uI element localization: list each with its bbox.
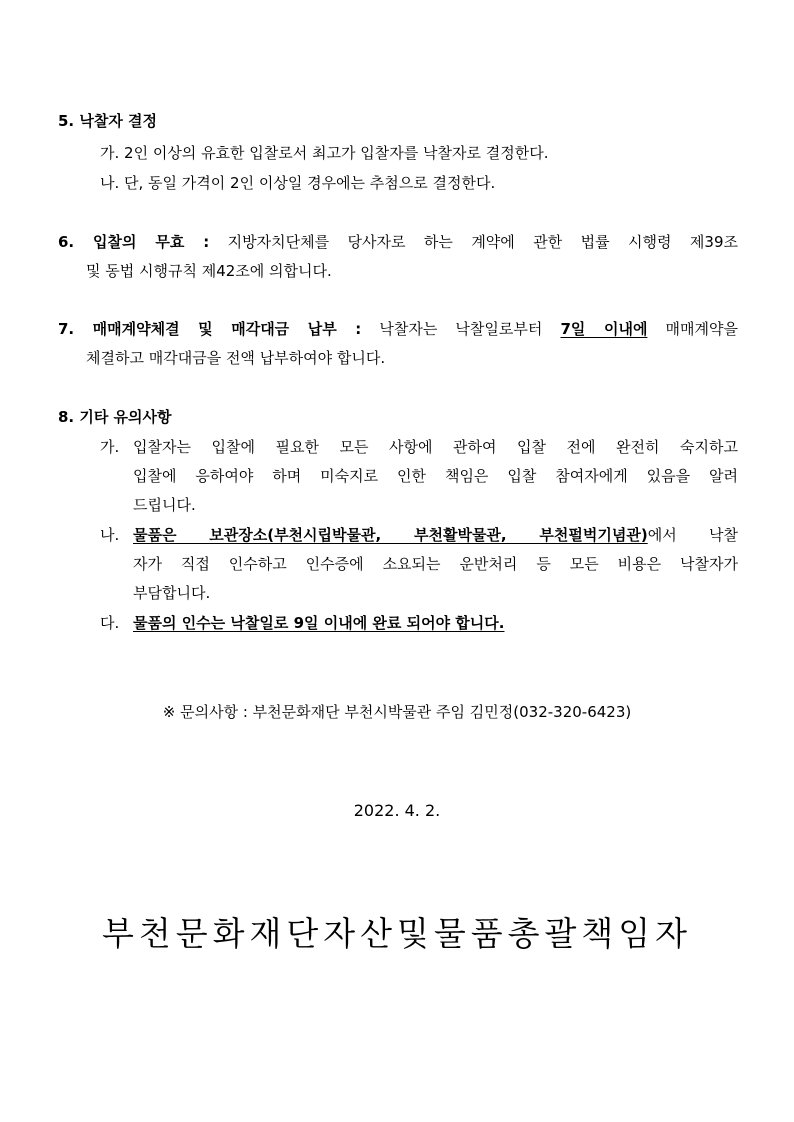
- section5-heading: 5. 낙찰자 결정: [58, 112, 158, 130]
- section8-item-na-line2: 자가 직접 인수하고 인수증에 소요되는 운반처리 등 모든 비용은 낙찰자가: [133, 555, 738, 573]
- section8-item-na-line1-post: 에서 낙찰: [647, 526, 738, 544]
- section5-item-na: 나. 단, 동일 가격이 2인 이상일 경우에는 추첨으로 결정한다.: [100, 174, 496, 192]
- section7-line1: [58, 318, 738, 340]
- section8-item-da-text: 물품의 인수는 낙찰일로 9일 이내에 완료 되어야 합니다.: [133, 614, 505, 632]
- contact-notice: ※ 문의사항 : 부천문화재단 부천시박물관 주임 김민정(032-320-6423): [162, 703, 632, 721]
- section6-text-line1: 지방자치단체를 당사자로 하는 계약에 관한 법률 시행령 제39조: [227, 233, 738, 251]
- section6-text-line2: 및 동법 시행규칙 제42조에 의합니다.: [86, 262, 332, 280]
- section8-storage-location-emphasis: 물품은 보관장소(부천시립박물관, 부천활박물관, 부천펄벅기념관): [133, 526, 648, 544]
- section7-text-post: 매매계약을: [665, 320, 738, 338]
- section8-item-ga-line2: 입찰에 응하여야 하며 미숙지로 인한 책임은 입찰 참여자에게 있음을 알려: [133, 467, 738, 485]
- section8-item-ga-marker: 가.: [100, 438, 120, 456]
- section8-item-ga-line3: 드립니다.: [133, 496, 196, 514]
- section7-text-pre: 낙찰자는 낙찰일로부터: [379, 320, 543, 338]
- section8-item-ga-line1: 입찰자는 입찰에 필요한 모든 사항에 관하여 입찰 전에 완전히 숙지하고: [133, 438, 738, 456]
- section8-item-na-line1: [133, 524, 738, 546]
- section8-item-da-marker: 다.: [100, 614, 120, 632]
- document-date: 2022. 4. 2.: [353, 801, 441, 820]
- section8-heading: 8. 기타 유의사항: [58, 408, 172, 426]
- section6-line1: [58, 231, 738, 253]
- section5-item-ga: 가. 2인 이상의 유효한 입찰로서 최고가 입찰자를 낙찰자로 결정한다.: [100, 144, 549, 162]
- issuer-signature-title: 부천문화재단자산및물품총괄책임자: [101, 914, 693, 953]
- section6-heading: 6. 입찰의 무효 :: [58, 233, 210, 251]
- section7-heading: 7. 매매계약체결 및 매각대금 납부 :: [58, 320, 362, 338]
- section8-item-na-line3: 부담합니다.: [133, 584, 211, 602]
- section7-text-line2: 체결하고 매각대금을 전액 납부하여야 합니다.: [86, 349, 386, 367]
- section8-item-na-marker: 나.: [100, 526, 120, 544]
- section7-deadline-emphasis: 7일 이내에: [560, 320, 648, 338]
